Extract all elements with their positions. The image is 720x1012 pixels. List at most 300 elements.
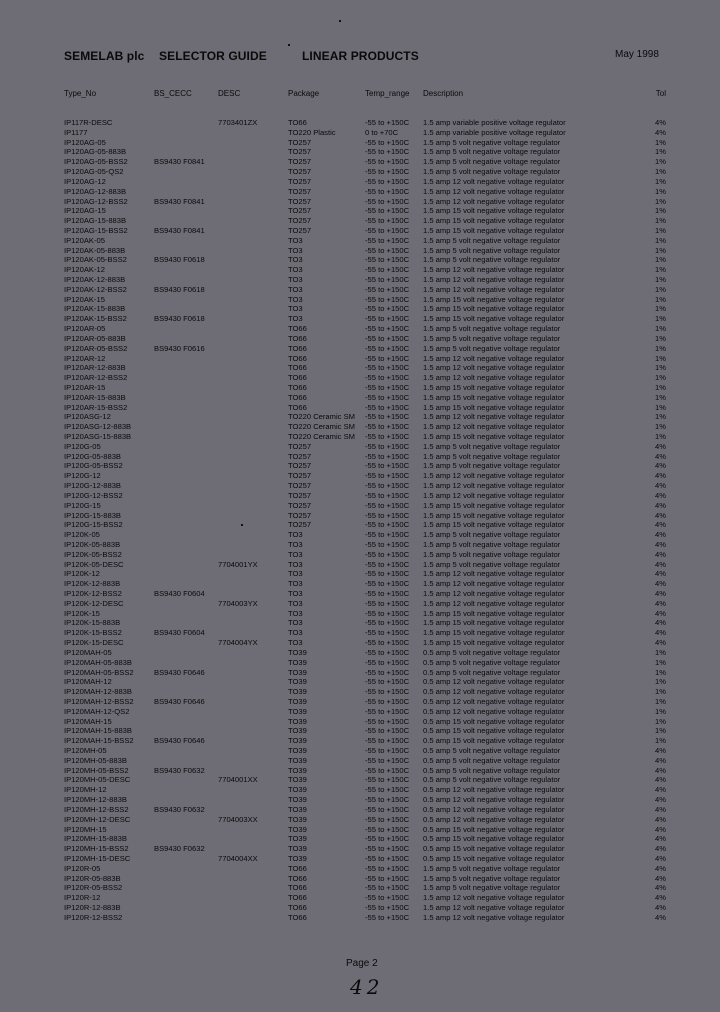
cell-description: 1.5 amp 12 volt negative voltage regulator bbox=[423, 569, 565, 579]
cell-type-no: IP120AR-15-883B bbox=[64, 392, 126, 402]
cell-temp-range: -55 to +150C bbox=[365, 412, 410, 422]
cell-package: TO3 bbox=[288, 608, 303, 618]
cell-package: TO3 bbox=[288, 304, 303, 314]
cell-type-no: IP120MAH-12-BSS2 bbox=[64, 696, 134, 706]
cell-desc: 7703401ZX bbox=[218, 118, 258, 127]
cell-tol: 4% bbox=[655, 893, 666, 903]
cell-package: TO39 bbox=[288, 657, 307, 667]
cell-temp-range: -55 to +150C bbox=[365, 608, 410, 618]
column-header-bs-cecc: BS_CECC bbox=[154, 89, 192, 98]
cell-description: 1.5 amp 12 volt negative voltage regulator bbox=[423, 903, 565, 912]
cell-tol: 4% bbox=[655, 118, 666, 127]
cell-bs-cecc: BS9430 F0646 bbox=[154, 696, 205, 706]
cell-type-no: IP120AK-05-883B bbox=[64, 245, 126, 255]
cell-package: TO3 bbox=[288, 245, 303, 255]
cell-tol: 1% bbox=[655, 137, 666, 147]
cell-tol: 1% bbox=[655, 284, 666, 294]
cell-temp-range: -55 to +150C bbox=[365, 785, 410, 795]
cell-temp-range: -55 to +150C bbox=[365, 471, 410, 481]
cell-type-no: IP120MH-15 bbox=[64, 824, 107, 834]
table-row bbox=[0, 324, 720, 334]
cell-temp-range: -55 to +150C bbox=[365, 294, 410, 304]
table-row bbox=[0, 609, 720, 619]
cell-package: TO3 bbox=[288, 598, 303, 608]
cell-type-no: IP120K-15-DESC bbox=[64, 638, 124, 648]
table-row bbox=[0, 216, 720, 226]
cell-tol: 4% bbox=[655, 510, 666, 520]
cell-temp-range: -55 to +150C bbox=[365, 618, 410, 628]
cell-tol: 1% bbox=[655, 696, 666, 706]
cell-temp-range: -55 to +150C bbox=[365, 451, 410, 461]
cell-type-no: IP120G-15-BSS2 bbox=[64, 520, 123, 530]
cell-description: 1.5 amp 12 volt negative voltage regulator bbox=[423, 353, 565, 363]
table-row bbox=[0, 766, 720, 776]
cell-type-no: IP120AR-05 bbox=[64, 324, 106, 334]
table-row bbox=[0, 785, 720, 795]
cell-tol: 1% bbox=[655, 265, 666, 275]
page-number: Page 2 bbox=[346, 958, 378, 969]
cell-package: TO3 bbox=[288, 549, 303, 559]
cell-temp-range: -55 to +150C bbox=[365, 324, 410, 334]
cell-description: 1.5 amp 12 volt negative voltage regulator bbox=[423, 579, 565, 589]
column-header-description: Description bbox=[423, 89, 464, 98]
cell-package: TO3 bbox=[288, 618, 303, 628]
cell-temp-range: -55 to +150C bbox=[365, 677, 410, 687]
cell-tol: 1% bbox=[655, 314, 666, 324]
cell-package: TO39 bbox=[288, 824, 307, 834]
cell-type-no: IP120AR-12-BSS2 bbox=[64, 373, 128, 383]
cell-package: TO39 bbox=[288, 814, 307, 824]
cell-type-no: IP120G-05 bbox=[64, 441, 101, 451]
table-row bbox=[0, 913, 720, 923]
cell-temp-range: -55 to +150C bbox=[365, 235, 410, 245]
cell-package: TO220 Ceramic SM bbox=[288, 412, 355, 422]
product-table bbox=[0, 118, 720, 923]
cell-package: TO3 bbox=[288, 628, 303, 638]
cell-temp-range: -55 to +150C bbox=[365, 814, 410, 824]
cell-description: 1.5 amp 5 volt negative voltage regulator bbox=[423, 873, 561, 883]
table-row bbox=[0, 540, 720, 550]
cell-tol: 1% bbox=[655, 647, 666, 657]
cell-type-no: IP120AR-12-883B bbox=[64, 363, 126, 373]
table-row bbox=[0, 599, 720, 609]
cell-description: 1.5 amp 12 volt negative voltage regulator bbox=[423, 275, 565, 284]
table-row bbox=[0, 442, 720, 452]
table-row bbox=[0, 304, 720, 314]
cell-temp-range: 0 to +70C bbox=[365, 127, 399, 137]
cell-package: TO3 bbox=[288, 579, 303, 589]
cell-description: 0.5 amp 5 volt negative voltage regulator bbox=[423, 755, 561, 765]
cell-description: 1.5 amp 12 volt negative voltage regulator bbox=[423, 176, 565, 186]
cell-description: 1.5 amp 5 volt negative voltage regulator bbox=[423, 343, 561, 353]
cell-type-no: IP120G-05-883B bbox=[64, 451, 121, 461]
cell-tol: 4% bbox=[655, 638, 666, 648]
cell-package: TO39 bbox=[288, 696, 307, 706]
table-row bbox=[0, 668, 720, 678]
table-row bbox=[0, 393, 720, 403]
cell-type-no: IP120K-12-BSS2 bbox=[64, 589, 122, 598]
table-row bbox=[0, 314, 720, 324]
cell-package: TO66 bbox=[288, 392, 307, 402]
table-row bbox=[0, 226, 720, 236]
cell-bs-cecc: BS9430 F0646 bbox=[154, 736, 205, 746]
cell-tol: 1% bbox=[655, 726, 666, 736]
cell-type-no: IP120MAH-12-QS2 bbox=[64, 706, 130, 716]
cell-type-no: IP120G-12-883B bbox=[64, 481, 121, 491]
cell-type-no: IP120MH-05-DESC bbox=[64, 775, 131, 785]
cell-tol: 4% bbox=[655, 598, 666, 608]
cell-description: 1.5 amp 12 volt negative voltage regulator bbox=[423, 363, 565, 373]
cell-package: TO66 bbox=[288, 382, 307, 392]
cell-temp-range: -55 to +150C bbox=[365, 834, 410, 844]
cell-tol: 1% bbox=[655, 353, 666, 363]
cell-package: TO3 bbox=[288, 314, 303, 324]
cell-bs-cecc: BS9430 F0604 bbox=[154, 589, 205, 598]
table-row bbox=[0, 373, 720, 383]
cell-description: 1.5 amp 12 volt negative voltage regulator bbox=[423, 265, 565, 275]
cell-type-no: IP120AG-15-BSS2 bbox=[64, 225, 128, 235]
table-row bbox=[0, 354, 720, 364]
cell-description: 1.5 amp 5 volt negative voltage regulator bbox=[423, 245, 561, 255]
cell-tol: 1% bbox=[655, 736, 666, 746]
table-row bbox=[0, 265, 720, 275]
cell-package: TO39 bbox=[288, 677, 307, 687]
cell-package: TO66 bbox=[288, 343, 307, 353]
company-name: SEMELAB plc bbox=[64, 49, 145, 63]
cell-description: 1.5 amp 12 volt negative voltage regulator bbox=[423, 186, 565, 196]
cell-description: 1.5 amp 5 volt negative voltage regulator bbox=[423, 441, 561, 451]
cell-desc: 7704001XX bbox=[218, 775, 258, 785]
cell-tol: 4% bbox=[655, 569, 666, 579]
cell-temp-range: -55 to +150C bbox=[365, 225, 410, 235]
cell-temp-range: -55 to +150C bbox=[365, 186, 410, 196]
cell-type-no: IP120K-15 bbox=[64, 608, 100, 618]
cell-description: 1.5 amp 5 volt negative voltage regulator bbox=[423, 333, 561, 343]
cell-description: 1.5 amp 15 volt negative voltage regulator bbox=[423, 618, 565, 628]
cell-temp-range: -55 to +150C bbox=[365, 392, 410, 402]
cell-description: 1.5 amp 12 volt negative voltage regulator bbox=[423, 912, 565, 922]
table-row bbox=[0, 422, 720, 432]
cell-temp-range: -55 to +150C bbox=[365, 598, 410, 608]
cell-package: TO39 bbox=[288, 785, 307, 795]
cell-tol: 1% bbox=[655, 294, 666, 304]
cell-description: 1.5 amp 15 volt negative voltage regulator bbox=[423, 432, 565, 441]
cell-type-no: IP120AG-05-BSS2 bbox=[64, 157, 128, 167]
cell-type-no: IP120K-12-883B bbox=[64, 579, 121, 589]
table-row bbox=[0, 707, 720, 717]
cell-description: 0.5 amp 12 volt negative voltage regulator bbox=[423, 687, 565, 697]
cell-type-no: IP120AK-05-BSS2 bbox=[64, 255, 127, 265]
cell-type-no: IP120AK-15 bbox=[64, 294, 105, 304]
cell-type-no: IP1177 bbox=[64, 127, 88, 137]
cell-description: 1.5 amp 15 volt negative voltage regulator bbox=[423, 392, 565, 402]
cell-package: TO257 bbox=[288, 157, 312, 167]
cell-description: 0.5 amp 15 volt negative voltage regulator bbox=[423, 824, 565, 834]
cell-tol: 4% bbox=[655, 549, 666, 559]
table-row bbox=[0, 334, 720, 344]
cell-temp-range: -55 to +150C bbox=[365, 716, 410, 726]
cell-temp-range: -55 to +150C bbox=[365, 363, 410, 373]
cell-description: 0.5 amp 5 volt negative voltage regulator bbox=[423, 775, 561, 785]
table-row bbox=[0, 903, 720, 913]
cell-description: 1.5 amp 15 volt negative voltage regulator bbox=[423, 638, 565, 648]
cell-package: TO3 bbox=[288, 569, 303, 579]
table-row bbox=[0, 118, 720, 128]
cell-package: TO66 bbox=[288, 903, 307, 912]
cell-package: TO3 bbox=[288, 530, 303, 540]
cell-desc: 7704004XX bbox=[218, 853, 258, 863]
cell-type-no: IP120ASG-15-883B bbox=[64, 432, 132, 441]
cell-temp-range: -55 to +150C bbox=[365, 755, 410, 765]
cell-tol: 4% bbox=[655, 520, 666, 530]
table-row bbox=[0, 805, 720, 815]
cell-tol: 1% bbox=[655, 304, 666, 314]
cell-temp-range: -55 to +150C bbox=[365, 638, 410, 648]
cell-tol: 1% bbox=[655, 225, 666, 235]
cell-tol: 1% bbox=[655, 235, 666, 245]
cell-temp-range: -55 to +150C bbox=[365, 167, 410, 177]
cell-temp-range: -55 to +150C bbox=[365, 520, 410, 530]
cell-description: 1.5 amp 12 volt negative voltage regulator bbox=[423, 471, 565, 481]
cell-package: TO220 Ceramic SM bbox=[288, 422, 355, 432]
cell-type-no: IP120R-12-883B bbox=[64, 903, 121, 912]
cell-description: 1.5 amp 15 volt negative voltage regulator bbox=[423, 382, 565, 392]
cell-temp-range: -55 to +150C bbox=[365, 549, 410, 559]
cell-temp-range: -55 to +150C bbox=[365, 873, 410, 883]
cell-temp-range: -55 to +150C bbox=[365, 206, 410, 216]
cell-bs-cecc: BS9430 F0841 bbox=[154, 225, 205, 235]
cell-type-no: IP120MAH-15-BSS2 bbox=[64, 736, 134, 746]
cell-type-no: IP120MH-12-883B bbox=[64, 795, 127, 805]
cell-description: 1.5 amp 5 volt negative voltage regulator bbox=[423, 883, 561, 893]
cell-tol: 1% bbox=[655, 402, 666, 412]
cell-package: TO257 bbox=[288, 176, 312, 186]
cell-description: 0.5 amp 12 volt negative voltage regulator bbox=[423, 696, 565, 706]
cell-desc: 7704003YX bbox=[218, 598, 258, 608]
table-row bbox=[0, 275, 720, 285]
scan-speck bbox=[339, 20, 341, 22]
cell-type-no: IP120MH-05-883B bbox=[64, 755, 127, 765]
cell-temp-range: -55 to +150C bbox=[365, 432, 410, 441]
cell-package: TO257 bbox=[288, 490, 312, 500]
cell-desc: 7704003XX bbox=[218, 814, 258, 824]
cell-tol: 4% bbox=[655, 903, 666, 912]
cell-description: 1.5 amp 12 volt negative voltage regulator bbox=[423, 589, 565, 598]
cell-tol: 4% bbox=[655, 539, 666, 549]
cell-temp-range: -55 to +150C bbox=[365, 255, 410, 265]
cell-temp-range: -55 to +150C bbox=[365, 589, 410, 598]
table-row bbox=[0, 412, 720, 422]
table-row bbox=[0, 775, 720, 785]
cell-tol: 4% bbox=[655, 746, 666, 755]
table-row bbox=[0, 138, 720, 148]
table-row bbox=[0, 128, 720, 138]
cell-bs-cecc: BS9430 F0646 bbox=[154, 667, 205, 677]
cell-type-no: IP120K-05-BSS2 bbox=[64, 549, 122, 559]
cell-tol: 1% bbox=[655, 667, 666, 677]
table-row bbox=[0, 746, 720, 756]
table-row bbox=[0, 815, 720, 825]
cell-package: TO3 bbox=[288, 559, 303, 569]
table-row bbox=[0, 638, 720, 648]
cell-tol: 4% bbox=[655, 481, 666, 491]
cell-type-no: IP120AK-05 bbox=[64, 235, 105, 245]
cell-description: 1.5 amp 5 volt negative voltage regulator bbox=[423, 863, 561, 873]
column-header-desc: DESC bbox=[218, 89, 241, 98]
table-row bbox=[0, 246, 720, 256]
cell-tol: 1% bbox=[655, 196, 666, 206]
cell-description: 0.5 amp 12 volt negative voltage regulator bbox=[423, 795, 565, 805]
cell-temp-range: -55 to +150C bbox=[365, 667, 410, 677]
cell-tol: 4% bbox=[655, 873, 666, 883]
cell-tol: 4% bbox=[655, 795, 666, 805]
table-row bbox=[0, 177, 720, 187]
table-row bbox=[0, 628, 720, 638]
cell-package: TO3 bbox=[288, 539, 303, 549]
cell-tol: 1% bbox=[655, 432, 666, 441]
cell-package: TO3 bbox=[288, 275, 303, 284]
cell-temp-range: -55 to +150C bbox=[365, 147, 410, 157]
cell-tol: 4% bbox=[655, 755, 666, 765]
cell-description: 1.5 amp 12 volt negative voltage regulator bbox=[423, 284, 565, 294]
cell-description: 1.5 amp 15 volt negative voltage regulator bbox=[423, 628, 565, 638]
cell-tol: 4% bbox=[655, 863, 666, 873]
cell-bs-cecc: BS9430 F0632 bbox=[154, 804, 205, 814]
cell-description: 1.5 amp 15 volt negative voltage regulator bbox=[423, 500, 565, 510]
cell-package: TO39 bbox=[288, 804, 307, 814]
cell-tol: 4% bbox=[655, 441, 666, 451]
cell-package: TO66 bbox=[288, 353, 307, 363]
cell-type-no: IP120ASG-12-883B bbox=[64, 422, 132, 432]
cell-temp-range: -55 to +150C bbox=[365, 903, 410, 912]
cell-type-no: IP120K-15-883B bbox=[64, 618, 121, 628]
cell-tol: 1% bbox=[655, 255, 666, 265]
column-header-tol: Tol bbox=[655, 89, 666, 98]
cell-description: 1.5 amp 15 volt negative voltage regulator bbox=[423, 206, 565, 216]
cell-package: TO257 bbox=[288, 500, 312, 510]
cell-description: 1.5 amp 5 volt negative voltage regulator bbox=[423, 137, 561, 147]
cell-type-no: IP120AG-05-883B bbox=[64, 147, 127, 157]
cell-bs-cecc: BS9430 F0841 bbox=[154, 157, 205, 167]
table-row bbox=[0, 844, 720, 854]
table-row bbox=[0, 403, 720, 413]
cell-description: 0.5 amp 5 volt negative voltage regulator bbox=[423, 746, 561, 755]
table-row bbox=[0, 197, 720, 207]
cell-temp-range: -55 to +150C bbox=[365, 647, 410, 657]
cell-type-no: IP120MH-12 bbox=[64, 785, 107, 795]
cell-description: 0.5 amp 15 volt negative voltage regulator bbox=[423, 853, 565, 863]
cell-type-no: IP120G-15-883B bbox=[64, 510, 121, 520]
cell-type-no: IP120MH-15-BSS2 bbox=[64, 844, 129, 854]
cell-type-no: IP120G-05-BSS2 bbox=[64, 461, 123, 471]
cell-temp-range: -55 to +150C bbox=[365, 461, 410, 471]
cell-tol: 4% bbox=[655, 471, 666, 481]
cell-temp-range: -55 to +150C bbox=[365, 118, 410, 127]
cell-package: TO220 Plastic bbox=[288, 127, 336, 137]
table-row bbox=[0, 825, 720, 835]
cell-package: TO220 Ceramic SM bbox=[288, 432, 355, 441]
cell-type-no: IP120AK-15-BSS2 bbox=[64, 314, 127, 324]
cell-bs-cecc: BS9430 F0618 bbox=[154, 284, 205, 294]
cell-type-no: IP120MAH-05 bbox=[64, 647, 112, 657]
cell-description: 0.5 amp 12 volt negative voltage regulator bbox=[423, 804, 565, 814]
cell-package: TO39 bbox=[288, 795, 307, 805]
cell-temp-range: -55 to +150C bbox=[365, 579, 410, 589]
cell-package: TO257 bbox=[288, 186, 312, 196]
column-header-type-no: Type_No bbox=[64, 89, 97, 98]
cell-tol: 4% bbox=[655, 500, 666, 510]
cell-tol: 1% bbox=[655, 167, 666, 177]
table-row bbox=[0, 491, 720, 501]
table-row bbox=[0, 471, 720, 481]
table-row bbox=[0, 687, 720, 697]
cell-description: 0.5 amp 12 volt negative voltage regulator bbox=[423, 814, 565, 824]
cell-desc: 7704004YX bbox=[218, 638, 258, 648]
cell-type-no: IP120AG-12-BSS2 bbox=[64, 196, 128, 206]
cell-type-no: IP120K-05-DESC bbox=[64, 559, 124, 569]
cell-temp-range: -55 to +150C bbox=[365, 353, 410, 363]
cell-temp-range: -55 to +150C bbox=[365, 284, 410, 294]
cell-type-no: IP120AK-15-883B bbox=[64, 304, 126, 314]
cell-description: 1.5 amp 5 volt negative voltage regulator bbox=[423, 147, 561, 157]
cell-temp-range: -55 to +150C bbox=[365, 216, 410, 226]
column-headers bbox=[0, 89, 720, 101]
cell-description: 0.5 amp 5 volt negative voltage regulator bbox=[423, 647, 561, 657]
table-row bbox=[0, 255, 720, 265]
cell-type-no: IP120MH-12-DESC bbox=[64, 814, 131, 824]
cell-package: TO257 bbox=[288, 510, 312, 520]
cell-temp-range: -55 to +150C bbox=[365, 853, 410, 863]
table-row bbox=[0, 295, 720, 305]
cell-tol: 1% bbox=[655, 412, 666, 422]
cell-package: TO257 bbox=[288, 147, 312, 157]
cell-description: 1.5 amp 12 volt negative voltage regulator bbox=[423, 412, 565, 422]
cell-temp-range: -55 to +150C bbox=[365, 765, 410, 775]
cell-tol: 4% bbox=[655, 589, 666, 598]
cell-package: TO66 bbox=[288, 883, 307, 893]
cell-type-no: IP120R-12-BSS2 bbox=[64, 912, 123, 922]
table-row bbox=[0, 501, 720, 511]
cell-tol: 4% bbox=[655, 844, 666, 854]
cell-temp-range: -55 to +150C bbox=[365, 490, 410, 500]
cell-tol: 4% bbox=[655, 834, 666, 844]
table-row bbox=[0, 864, 720, 874]
cell-type-no: IP120MH-05 bbox=[64, 746, 107, 755]
table-row bbox=[0, 579, 720, 589]
cell-temp-range: -55 to +150C bbox=[365, 382, 410, 392]
cell-temp-range: -55 to +150C bbox=[365, 441, 410, 451]
cell-type-no: IP120G-12 bbox=[64, 471, 101, 481]
cell-tol: 4% bbox=[655, 804, 666, 814]
cell-tol: 1% bbox=[655, 186, 666, 196]
cell-type-no: IP120MAH-15 bbox=[64, 716, 112, 726]
table-row bbox=[0, 658, 720, 668]
cell-package: TO39 bbox=[288, 736, 307, 746]
cell-package: TO257 bbox=[288, 167, 312, 177]
table-row bbox=[0, 736, 720, 746]
cell-type-no: IP120AR-15 bbox=[64, 382, 106, 392]
table-row bbox=[0, 452, 720, 462]
cell-type-no: IP120MAH-05-BSS2 bbox=[64, 667, 134, 677]
cell-package: TO39 bbox=[288, 667, 307, 677]
cell-type-no: IP120AG-15-883B bbox=[64, 216, 127, 226]
cell-temp-range: -55 to +150C bbox=[365, 569, 410, 579]
cell-tol: 4% bbox=[655, 824, 666, 834]
cell-type-no: IP120AR-05-883B bbox=[64, 333, 126, 343]
cell-type-no: IP120AG-12 bbox=[64, 176, 106, 186]
cell-temp-range: -55 to +150C bbox=[365, 157, 410, 167]
cell-type-no: IP120MH-15-DESC bbox=[64, 853, 131, 863]
